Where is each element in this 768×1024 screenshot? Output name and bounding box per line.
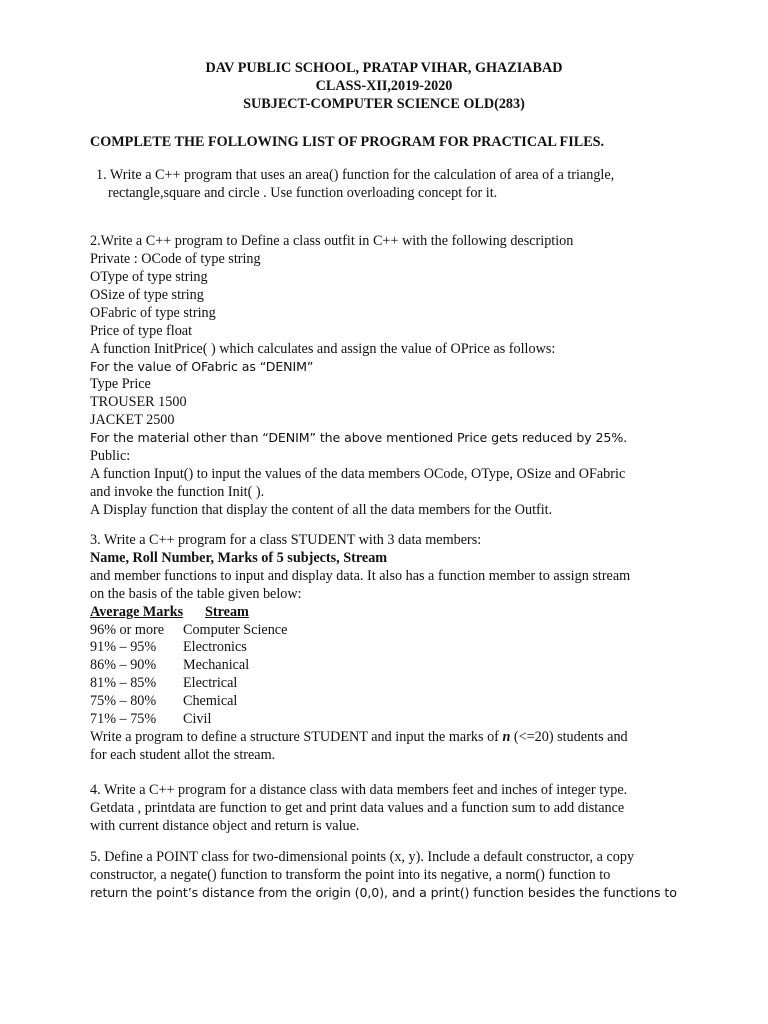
intro-heading: COMPLETE THE FOLLOWING LIST OF PROGRAM FOR PRACTICAL FILES. [90,134,605,150]
table-cell-stream: Electrical [183,675,238,691]
q2-line-5: OFabric of type string [90,305,216,321]
table-row [90,692,390,710]
q3-line-1: 3. Write a C++ program for a class STUDENT with 3 data members: [90,532,482,548]
q2-line-8: For the value of OFabric as “DENIM” [90,359,314,374]
q2-line-13: Public: [90,448,131,464]
q2-line-1: 2.Write a C++ program to Define a class outfit in C++ with the following description [90,233,574,249]
q1-line-2: rectangle,square and circle . Use function overloading concept for it. [108,185,498,201]
q2-line-3: OType of type string [90,269,208,285]
table-cell-stream: Chemical [183,693,238,709]
table-cell-stream: Computer Science [183,622,288,638]
table-row [90,674,390,692]
table-cell-stream: Civil [183,711,212,727]
q3-line-6: for each student allot the stream. [90,747,276,763]
q3-line-5-text-end: (<=20) students and [510,729,628,745]
table-row [90,710,390,728]
q3-line-3: and member functions to input and display data. It also has a function member to assign stream [90,568,631,584]
q3-line-2: Name, Roll Number, Marks of 5 subjects, Stream [90,550,388,566]
table-cell-marks: 71% – 75% [90,711,157,727]
q2-line-15: and invoke the function Init( ). [90,484,265,500]
q5-line-1: 5. Define a POINT class for two-dimensional points (x, y). Include a default constructor, a copy [90,849,635,865]
table-row [90,638,390,656]
q3-line-4: on the basis of the table given below: [90,586,302,602]
q5-line-3: return the point’s distance from the origin (0,0), and a print() function besides the functions to [90,885,677,900]
table-cell-stream: Electronics [183,639,247,655]
q2-line-11: JACKET 2500 [90,412,175,428]
q3-line-5-text: Write a program to define a structure STUDENT and input the marks of [90,729,503,745]
table-cell-stream: Mechanical [183,657,250,673]
table-cell-marks: 75% – 80% [90,693,157,709]
q2-line-4: OSize of type string [90,287,204,303]
table-cell-marks: 81% – 85% [90,675,157,691]
subject-line: SUBJECT-COMPUTER SCIENCE OLD(283) [243,96,525,112]
q5-line-2: constructor, a negate() function to transform the point into its negative, a norm() function to [90,867,611,883]
table-cell-marks: 86% – 90% [90,657,157,673]
q4-line-2: Getdata , printdata are function to get and print data values and a function sum to add distance [90,800,625,816]
q2-line-16: A Display function that display the content of all the data members for the Outfit. [90,502,553,518]
q2-line-2: Private : OCode of type string [90,251,261,267]
q2-line-7: A function InitPrice( ) which calculates and assign the value of OPrice as follows: [90,341,556,357]
table-cell-marks: 91% – 95% [90,639,157,655]
header-stream: Stream [205,604,249,620]
stream-table-header [90,603,390,621]
school-name: DAV PUBLIC SCHOOL, PRATAP VIHAR, GHAZIABAD [205,60,563,76]
q4-line-3: with current distance object and return is value. [90,818,360,834]
q2-line-10: TROUSER 1500 [90,394,187,410]
q2-line-12: For the material other than “DENIM” the above mentioned Price gets reduced by 25%. [90,430,628,445]
q1-line-1: 1. Write a C++ program that uses an area() function for the calculation of area of a triangle, [96,167,615,183]
q2-line-6: Price of type float [90,323,193,339]
table-row [90,656,390,674]
q3-line-5 [90,728,628,746]
class-line: CLASS-XII,2019-2020 [315,78,453,94]
q4-line-1: 4. Write a C++ program for a distance class with data members feet and inches of integer type. [90,782,628,798]
variable-n: n [502,729,511,745]
q2-line-14: A function Input() to input the values of the data members OCode, OType, OSize and OFabric [90,466,626,482]
q2-line-9: Type Price [90,376,151,392]
table-cell-marks: 96% or more [90,622,165,638]
header-average-marks: Average Marks [90,604,184,620]
table-row [90,621,390,639]
